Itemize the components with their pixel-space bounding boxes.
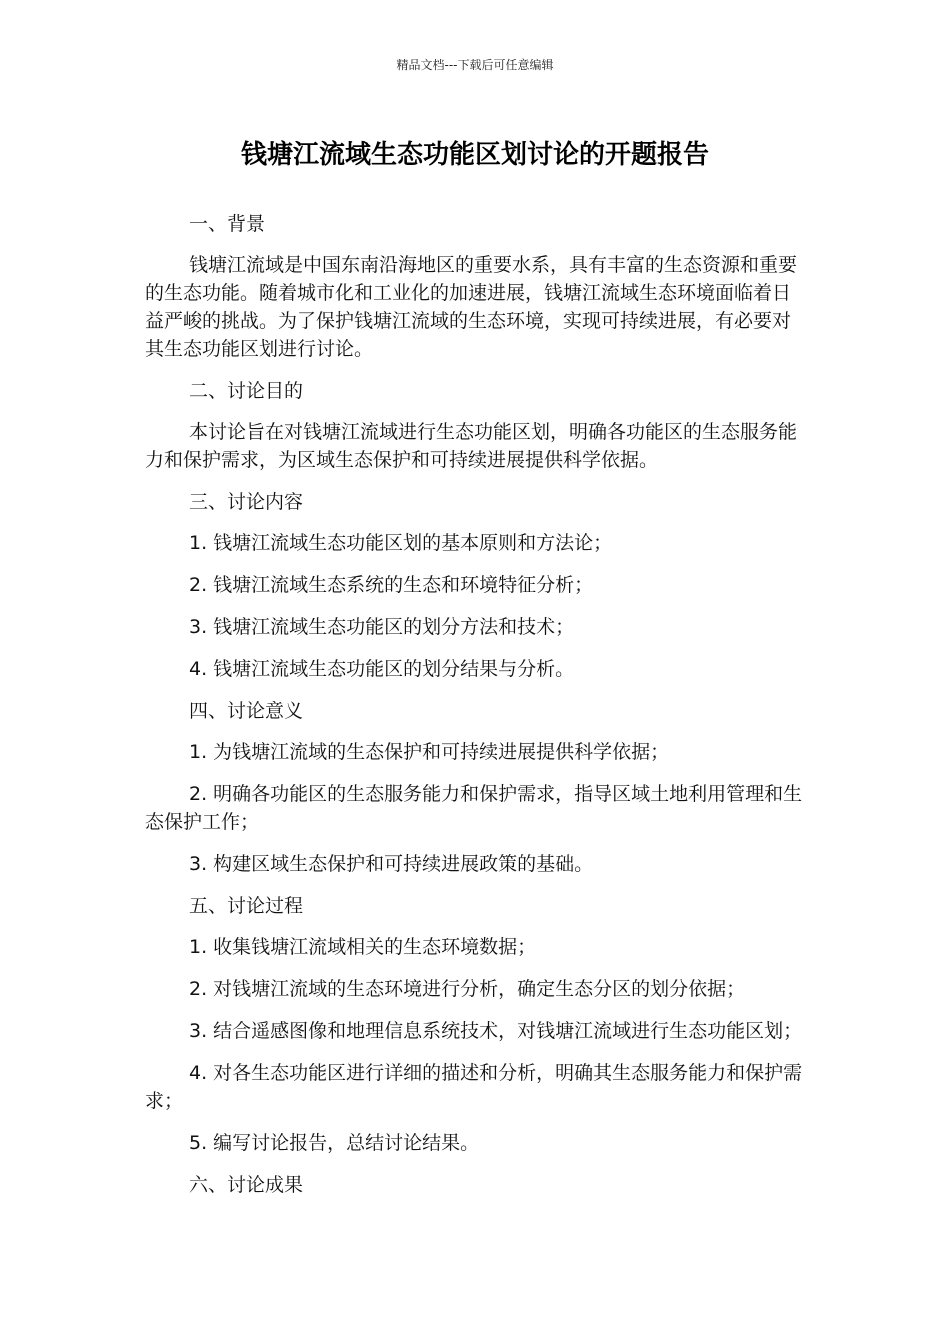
content-item-3: 3. 钱塘江流域生态功能区的划分方法和技术； [189, 616, 575, 638]
section-heading-process: 五、讨论过程 [189, 895, 304, 917]
significance-item-3: 3. 构建区域生态保护和可持续进展政策的基础。 [189, 853, 594, 875]
section-heading-content: 三、讨论内容 [189, 491, 304, 513]
significance-item-1: 1. 为钱塘江流域的生态保护和可持续进展提供科学依据； [189, 741, 670, 763]
content-item-4: 4. 钱塘江流域生态功能区的划分结果与分析。 [189, 658, 575, 680]
process-item-3: 3. 结合遥感图像和地理信息系统技术，对钱塘江流域进行生态功能区划； [189, 1020, 803, 1042]
purpose-paragraph: 本讨论旨在对钱塘江流域进行生态功能区划，明确各功能区的生态服务能力和保护需求，为区域生态保护和可持续进展提供科学依据。 [145, 421, 798, 471]
process-item-2: 2. 对钱塘江流域的生态环境进行分析，确定生态分区的划分依据； [189, 978, 746, 1000]
background-paragraph: 钱塘江流域是中国东南沿海地区的重要水系，具有丰富的生态资源和重要的生态功能。随着城市化和工业化的加速进展，钱塘江流域生态环境面临着日益严峻的挑战。为了保护钱塘江流域的生态环境，实现可持续进展，有必要对其生态功能区划进行讨论。 [145, 254, 798, 360]
content-item-2: 2. 钱塘江流域生态系统的生态和环境特征分析； [189, 574, 594, 596]
process-item-1: 1. 收集钱塘江流域相关的生态环境数据； [189, 936, 537, 958]
process-item-4: 4. 对各生态功能区进行详细的描述和分析，明确其生态服务能力和保护需求； [145, 1062, 803, 1112]
document-title: 钱塘江流域生态功能区划讨论的开题报告 [240, 140, 709, 170]
content-item-1: 1. 钱塘江流域生态功能区划的基本原则和方法论； [189, 532, 613, 554]
section-heading-significance: 四、讨论意义 [189, 700, 304, 722]
document-body [145, 210, 805, 1212]
section-heading-purpose: 二、讨论目的 [189, 380, 304, 402]
page-header: 精品文档---下载后可任意编辑 [396, 58, 554, 72]
section-heading-results: 六、讨论成果 [189, 1174, 304, 1196]
section-heading-background: 一、背景 [189, 213, 266, 235]
process-item-5: 5. 编写讨论报告，总结讨论结果。 [189, 1132, 480, 1154]
significance-item-2: 2. 明确各功能区的生态服务能力和保护需求，指导区域土地利用管理和生态保护工作； [145, 783, 803, 833]
